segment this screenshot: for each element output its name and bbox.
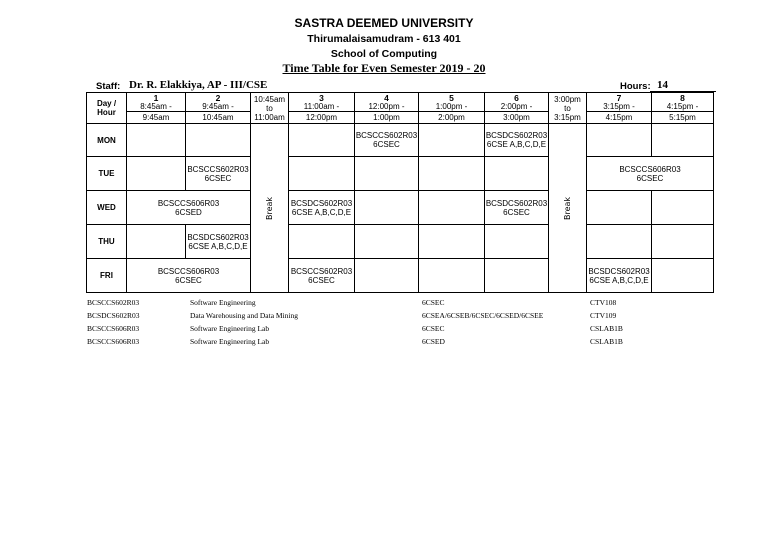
- slot-fri-4: [355, 259, 419, 293]
- hour-header-text: Hour: [97, 108, 116, 117]
- period-end: 10:45am: [186, 111, 250, 122]
- table-row: [87, 259, 714, 293]
- period-number: 5: [449, 93, 454, 103]
- period-header-2: [186, 93, 251, 124]
- legend-section: 6CSEC: [422, 324, 445, 333]
- class-section: 6CSE A,B,C,D,E: [188, 241, 248, 251]
- period-start: 2:00pm -: [500, 102, 533, 111]
- period-start: 3:15pm -: [603, 102, 635, 111]
- university-name: SASTRA DEEMED UNIVERSITY: [294, 16, 474, 30]
- period-end: 9:45am: [127, 111, 185, 122]
- table-row: [87, 191, 714, 225]
- break-to: to: [266, 103, 273, 113]
- slot-thu-5: [419, 225, 485, 259]
- legend-room: CTV109: [590, 311, 617, 320]
- staff-label: Staff:: [96, 81, 121, 92]
- slot-wed-6: [485, 191, 549, 225]
- period-end: 4:15pm: [587, 111, 651, 122]
- slot-tue-1: [127, 157, 186, 191]
- slot-wed-3: [289, 191, 355, 225]
- legend-room: CTV108: [590, 298, 617, 307]
- slot-fri-8: [652, 259, 714, 293]
- class-section: 6CSEC: [308, 275, 335, 285]
- period-header-1: [127, 93, 186, 124]
- slot-wed-7: [587, 191, 652, 225]
- slot-tue-5: [419, 157, 485, 191]
- day-thu: THU: [87, 225, 127, 259]
- table-row: [87, 124, 714, 157]
- class-code: BCSCCS606R03: [157, 266, 220, 276]
- period-number: 8: [680, 93, 685, 103]
- period-header-5: [419, 93, 485, 124]
- class-code: BCSDCS602R03: [187, 232, 249, 242]
- slot-fri-3: [289, 259, 355, 293]
- class-code: BCSDCS602R03: [485, 131, 548, 140]
- slot-tue-4: [355, 157, 419, 191]
- legend-section: 6CSEC: [422, 298, 445, 307]
- period-end: 5:15pm: [652, 111, 713, 122]
- legend-code: BCSCCS606R03: [87, 337, 140, 346]
- period-number: 1: [153, 93, 159, 103]
- day-hour-header: [87, 93, 127, 124]
- legend-code: BCSCCS606R03: [87, 324, 140, 333]
- legend-subject: Software Engineering: [190, 298, 256, 307]
- day-wed: WED: [87, 191, 127, 225]
- day-mon: MON: [87, 124, 127, 157]
- hours-value: 14: [657, 79, 668, 91]
- period-number: 2: [215, 93, 221, 103]
- break-header-1: [251, 93, 289, 124]
- legend-code: BCSDCS602R03: [87, 311, 140, 320]
- period-end: 3:00pm: [485, 111, 548, 122]
- slot-fri-7: [587, 259, 652, 293]
- period-start: 4:15pm -: [666, 102, 699, 111]
- legend-section: 6CSED: [422, 337, 445, 346]
- class-section: 6CSE A,B,C,D,E: [589, 275, 649, 285]
- period-header-7: [587, 93, 652, 124]
- slot-fri-5: [419, 259, 485, 293]
- period-number: 4: [384, 93, 389, 103]
- period-end: 2:00pm: [419, 111, 484, 122]
- slot-tue-3: [289, 157, 355, 191]
- break-end: 3:15pm: [554, 112, 581, 122]
- class-code: BCSDCS602R03: [290, 198, 353, 208]
- day-tue: TUE: [87, 157, 127, 191]
- class-section: 6CSEC: [373, 140, 400, 149]
- break-end: 11:00am: [254, 112, 285, 122]
- slot-tue-2: [186, 157, 251, 191]
- period-number: 3: [319, 93, 324, 103]
- period-start: 8:45am -: [140, 102, 172, 111]
- slot-tue-6: [485, 157, 549, 191]
- slot-thu-3: [289, 225, 355, 259]
- slot-mon-7: [587, 124, 652, 157]
- day-fri: FRI: [87, 259, 127, 293]
- slot-thu-8: [652, 225, 714, 259]
- slot-mon-5: [419, 124, 485, 157]
- period-end: 1:00pm: [355, 111, 418, 122]
- break-start: 3:00pm: [554, 94, 581, 104]
- slot-mon-3: [289, 124, 355, 157]
- day-header-text: Day /: [96, 99, 117, 108]
- legend-subject: Software Engineering Lab: [190, 324, 270, 333]
- university-address: Thirumalaisamudram - 613 401: [307, 33, 461, 45]
- table-row: [87, 225, 714, 259]
- slot-wed-5: [419, 191, 485, 225]
- slot-mon-8: [652, 124, 714, 157]
- break-cell-2: [549, 124, 587, 293]
- slot-mon-2: [186, 124, 251, 157]
- timetable-title: Time Table for Even Semester 2019 - 20: [282, 61, 486, 75]
- staff-name: Dr. R. Elakkiya, AP - III/CSE: [129, 79, 268, 91]
- slot-mon-6: [485, 124, 549, 157]
- legend-subject: Software Engineering Lab: [190, 337, 270, 346]
- class-code: BCSCCS602R03: [355, 131, 418, 140]
- slot-tue-7-8: [587, 157, 714, 191]
- slot-thu-6: [485, 225, 549, 259]
- break-header-2: [549, 93, 587, 124]
- class-section: 6CSEC: [175, 275, 202, 285]
- school-name: School of Computing: [330, 48, 438, 60]
- timetable-grid: [86, 92, 714, 293]
- period-end: 12:00pm: [289, 111, 354, 122]
- class-section: 6CSE A,B,C,D,E: [486, 140, 547, 149]
- class-section: 6CSEC: [503, 207, 530, 217]
- class-section: 6CSE A,B,C,D,E: [291, 207, 352, 217]
- period-start: 9:45am -: [202, 102, 234, 111]
- period-header-6: [485, 93, 549, 124]
- class-code: BCSCCS602R03: [290, 266, 353, 276]
- slot-wed-1-2: [127, 191, 251, 225]
- break-to: to: [564, 103, 571, 113]
- class-code: BCSCCS602R03: [187, 164, 249, 174]
- class-code: BCSDCS602R03: [588, 266, 650, 276]
- legend-code: BCSCCS602R03: [87, 298, 140, 307]
- period-start: 1:00pm -: [435, 102, 468, 111]
- break-label: Break: [563, 196, 572, 220]
- legend-section: 6CSEA/6CSEB/6CSEC/6CSED/6CSEE: [422, 311, 544, 320]
- period-number: 7: [616, 93, 622, 103]
- slot-wed-8: [652, 191, 714, 225]
- slot-thu-7: [587, 225, 652, 259]
- class-code: BCSCCS606R03: [157, 198, 220, 208]
- slot-mon-1: [127, 124, 186, 157]
- class-section: 6CSED: [175, 207, 202, 217]
- slot-fri-6: [485, 259, 549, 293]
- class-code: BCSCCS606R03: [619, 164, 681, 174]
- slot-fri-1-2: [127, 259, 251, 293]
- break-start: 10:45am: [253, 94, 286, 104]
- period-header-4: [355, 93, 419, 124]
- period-number: 6: [514, 93, 519, 103]
- class-section: 6CSEC: [636, 173, 664, 183]
- slot-thu-4: [355, 225, 419, 259]
- slot-wed-4: [355, 191, 419, 225]
- break-label: Break: [265, 196, 274, 220]
- slot-thu-2: [186, 225, 251, 259]
- slot-mon-4: [355, 124, 419, 157]
- period-start: 12:00pm -: [368, 102, 405, 111]
- slot-thu-1: [127, 225, 186, 259]
- legend-room: CSLAB1B: [590, 337, 623, 346]
- period-header-8: [652, 93, 714, 124]
- legend-room: CSLAB1B: [590, 324, 623, 333]
- period-header-3: [289, 93, 355, 124]
- hours-label: Hours:: [620, 81, 651, 92]
- period-start: 11:00am -: [303, 102, 340, 111]
- legend-subject: Data Warehousing and Data Mining: [190, 311, 298, 320]
- break-cell-1: [251, 124, 289, 293]
- class-code: BCSDCS602R03: [485, 198, 548, 208]
- table-row: [87, 157, 714, 191]
- class-section: 6CSEC: [204, 173, 232, 183]
